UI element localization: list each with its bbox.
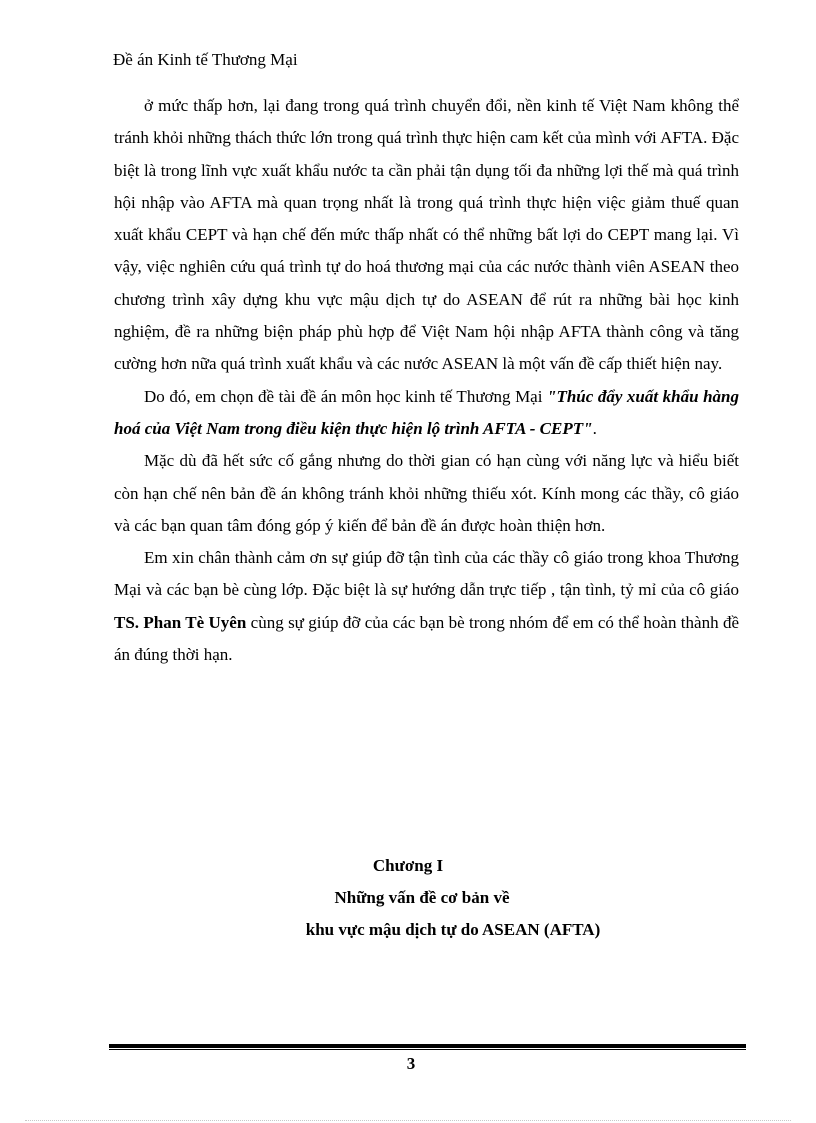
chapter-title-line-1: Những vấn đề cơ bản về [334,888,510,907]
chapter-number: Chương I [372,856,444,875]
running-header: Đề án Kinh tế Thương Mại [113,50,298,69]
paragraph-4-intro: Em xin chân thành cảm ơn sự giúp đỡ tận tình của các thầy cô giáo trong khoa Thương Mại và các bạn bè cùng lớp. Đặc biệt là sự hướng dẫn trực tiếp , tận tình, tỷ mỉ của cô giáo [114,548,739,600]
chapter-title-line-2: khu vực mậu dịch tự do ASEAN (AFTA) [305,920,601,939]
paragraph-2-end: . [592,418,597,438]
footer-rule-thin [109,1049,746,1050]
paragraph-3: Mặc dù đã hết sức cố gắng nhưng do thời gian có hạn cùng với năng lực và hiểu biết còn hạn chế nên bản đề án không tránh khỏi những thiếu xót. Kính mong các thầy, cô giáo và các bạn quan tâm đóng góp ý kiến để bản đề án được hoàn thiện hơn. [114,451,739,535]
body-text [114,90,739,671]
page-edge-dotted-line [25,1120,791,1121]
advisor-name: TS. Phan Tè Uyên [114,612,247,632]
paragraph-2-intro: Do đó, em chọn đề tài đề án môn học kinh tế Thương Mại [144,386,547,406]
paragraph-4-end: cùng sự giúp đỡ của các bạn bè trong nhóm để em có thể hoàn thành đề án đúng thời hạn. [114,612,739,665]
thesis-title: "Thúc đẩy xuất khẩu hàng hoá của Việt Nam trong điều kiện thực hiện lộ trình AFTA - CEPT" [114,386,739,438]
page-number: 3 [406,1054,416,1073]
chapter-heading [0,850,816,946]
paragraph-1: ở mức thấp hơn, lại đang trong quá trình chuyển đổi, nền kinh tế Việt Nam không thể tránh khỏi những thách thức lớn trong quá trình thực hiện cam kết của mình với AFTA. Đặc biệt là trong lĩnh vực xuất khẩu nước ta cần phải tận dụng tối đa những lợi thế mà quá trình hội nhập vào AFTA mà quan trọng nhất là trong quá trình thực hiện việc giảm thuế quan xuất khẩu CEPT và hạn chế đến mức thấp nhất có thể những bất lợi do CEPT mang lại. Vì vậy, việc nghiên cứu quá trình tự do hoá thương mại của các nước thành viên ASEAN theo chương trình xây dựng khu vực mậu dịch tự do ASEAN để rút ra những bài học kinh nghiệm, đề ra những biện pháp phù hợp để Việt Nam hội nhập AFTA thành công và tăng cường hơn nữa quá trình xuất khẩu và các nước ASEAN là một vấn đề cấp thiết hiện nay. [114,96,739,374]
paragraph-4 [114,542,739,671]
footer-rule-thick [109,1044,746,1048]
paragraph-2 [114,381,739,446]
